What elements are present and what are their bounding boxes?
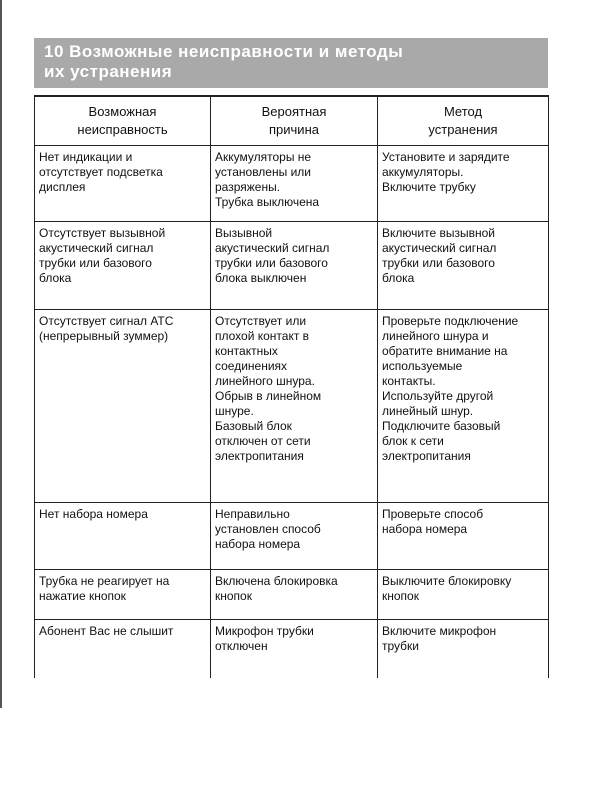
cell-remedy: Выключите блокировку кнопок <box>378 570 549 620</box>
cell-cause: Микрофон трубки отключен <box>211 620 378 678</box>
left-margin-rule <box>0 0 2 708</box>
cell-remedy: Проверьте способ набора номера <box>378 503 549 570</box>
cell-cause: Неправильно установлен способ набора номера <box>211 503 378 570</box>
table-row <box>35 503 549 570</box>
table-row <box>35 222 549 310</box>
section-title-line2: их устранения <box>44 62 173 81</box>
cell-remedy: Включите вызывной акустический сигнал трубки или базового блока <box>378 222 549 310</box>
cell-cause: Вызывной акустический сигнал трубки или базового блока выключен <box>211 222 378 310</box>
section-title-line1: 10 Возможные неисправности и методы <box>44 42 404 61</box>
cell-fault: Абонент Вас не слышит <box>35 620 211 678</box>
header-cause: Вероятная причина <box>211 96 378 146</box>
cell-fault: Отсутствует сигнал АТС (непрерывный зуммер) <box>35 310 211 503</box>
table-row <box>35 146 549 222</box>
cell-cause: Отсутствует или плохой контакт в контактных соединениях линейного шнура. Обрыв в линейном шнуре. Базовый блок отключен от сети электропитания <box>211 310 378 503</box>
troubleshooting-table <box>34 95 549 678</box>
cell-fault: Трубка не реагирует на нажатие кнопок <box>35 570 211 620</box>
header-fault: Возможная неисправность <box>35 96 211 146</box>
cell-remedy: Проверьте подключение линейного шнура и обратите внимание на используемые контакты. Используйте другой линейный шнур. Подключите базовый блок к сети электропитания <box>378 310 549 503</box>
table-row <box>35 570 549 620</box>
cell-fault: Отсутствует вызывной акустический сигнал трубки или базового блока <box>35 222 211 310</box>
table-header-row <box>35 96 549 146</box>
cell-remedy: Установите и зарядите аккумуляторы. Включите трубку <box>378 146 549 222</box>
cell-remedy: Включите микрофон трубки <box>378 620 549 678</box>
cell-fault: Нет набора номера <box>35 503 211 570</box>
cell-cause: Аккумуляторы не установлены или разряжены. Трубка выключена <box>211 146 378 222</box>
table-row <box>35 310 549 503</box>
cell-fault: Нет индикации и отсутствует подсветка дисплея <box>35 146 211 222</box>
table-row <box>35 620 549 678</box>
section-header <box>34 38 548 88</box>
cell-cause: Включена блокировка кнопок <box>211 570 378 620</box>
header-remedy: Метод устранения <box>378 96 549 146</box>
